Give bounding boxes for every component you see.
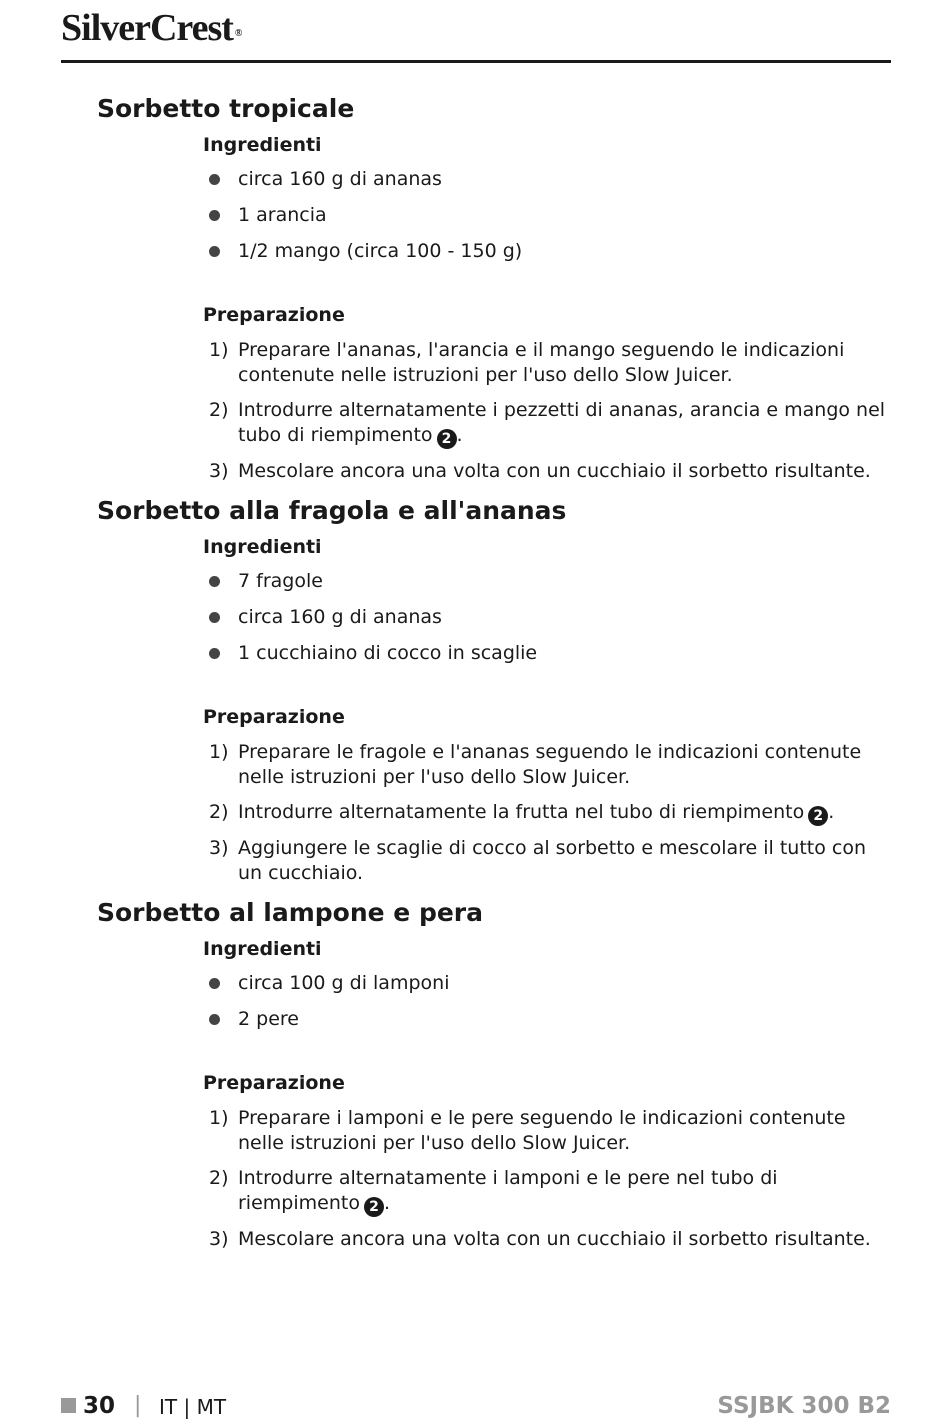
preparation-steps	[209, 338, 889, 484]
brand-logo	[61, 6, 241, 50]
preparation-heading: Preparazione	[203, 304, 345, 326]
part-reference-badge: 2	[808, 806, 828, 826]
preparation-heading: Preparazione	[203, 1072, 345, 1094]
bullet-dot-icon	[209, 210, 220, 221]
part-reference-badge: 2	[364, 1197, 384, 1217]
list-item	[209, 836, 889, 886]
ingredients-list	[209, 568, 897, 666]
step-number: 3)	[209, 1228, 229, 1250]
list-item	[209, 740, 889, 790]
ingredient-text: circa 100 g di lamponi	[238, 972, 450, 994]
footer-language: IT | MT	[159, 1395, 227, 1419]
recipe-title: Sorbetto alla fragola e all'ananas	[97, 496, 567, 525]
list-item	[209, 166, 897, 192]
ingredient-text: 2 pere	[238, 1008, 299, 1030]
footer-square-icon	[61, 1398, 76, 1413]
step-text: Preparare l'ananas, l'arancia e il mango seguendo le indicazioni contenute nelle istruzioni per l'uso dello Slow Juicer.	[238, 339, 845, 386]
recipe-title: Sorbetto tropicale	[97, 94, 355, 123]
step-number: 3)	[209, 837, 229, 859]
bullet-dot-icon	[209, 576, 220, 587]
list-item	[209, 1106, 889, 1156]
recipe-section	[97, 92, 897, 484]
step-number: 1)	[209, 1107, 229, 1129]
footer-separator: |	[134, 1393, 142, 1418]
list-item	[209, 1166, 889, 1217]
step-number: 1)	[209, 339, 229, 361]
ingredient-text: 7 fragole	[238, 570, 323, 592]
ingredients-heading: Ingredienti	[203, 536, 322, 558]
step-punctuation: .	[383, 1192, 390, 1214]
list-item	[209, 800, 889, 826]
recipe-section	[97, 896, 897, 1252]
list-item	[209, 202, 897, 228]
ingredient-text: 1/2 mango (circa 100 - 150 g)	[238, 240, 523, 262]
step-number: 3)	[209, 460, 229, 482]
list-item	[209, 604, 897, 630]
step-text: Introdurre alternatamente i lamponi e le pere nel tubo di riempimento	[238, 1167, 778, 1214]
page-content	[97, 92, 897, 1262]
step-text: Preparare le fragole e l'ananas seguendo le indicazioni contenute nelle istruzioni per l'uso dello Slow Juicer.	[238, 741, 862, 788]
recipe-section	[97, 494, 897, 886]
ingredients-list	[209, 166, 897, 264]
step-number: 2)	[209, 399, 229, 421]
list-item	[209, 640, 897, 666]
list-item	[209, 568, 897, 594]
step-text: Introdurre alternatamente la frutta nel tubo di riempimento	[238, 801, 805, 823]
ingredients-list	[209, 970, 897, 1032]
step-punctuation: .	[828, 801, 835, 823]
step-text: Preparare i lamponi e le pere seguendo le indicazioni contenute nelle istruzioni per l'uso dello Slow Juicer.	[238, 1107, 846, 1154]
recipe-title: Sorbetto al lampone e pera	[97, 898, 484, 927]
ingredients-heading: Ingredienti	[203, 938, 322, 960]
list-item	[209, 1227, 889, 1252]
registered-mark: ®	[234, 28, 242, 39]
step-text: Mescolare ancora una volta con un cucchiaio il sorbetto risultante.	[238, 1228, 871, 1250]
bullet-dot-icon	[209, 246, 220, 257]
list-item	[209, 970, 897, 996]
step-number: 1)	[209, 741, 229, 763]
preparation-steps	[209, 740, 889, 886]
list-item	[209, 459, 889, 484]
step-text: Aggiungere le scaglie di cocco al sorbetto e mescolare il tutto con un cucchiaio.	[238, 837, 867, 884]
step-punctuation: .	[456, 424, 463, 446]
bullet-dot-icon	[209, 174, 220, 185]
brand-name: SilverCrest	[61, 7, 233, 49]
step-text: Mescolare ancora una volta con un cucchiaio il sorbetto risultante.	[238, 460, 871, 482]
bullet-dot-icon	[209, 978, 220, 989]
header-rule	[61, 60, 891, 63]
model-number: SSJBK 300 B2	[717, 1393, 891, 1419]
ingredients-heading: Ingredienti	[203, 134, 322, 156]
step-number: 2)	[209, 1167, 229, 1189]
list-item	[209, 338, 889, 388]
ingredient-text: 1 arancia	[238, 204, 327, 226]
page-number: 30	[83, 1393, 116, 1419]
bullet-dot-icon	[209, 648, 220, 659]
step-number: 2)	[209, 801, 229, 823]
bullet-dot-icon	[209, 612, 220, 623]
preparation-heading: Preparazione	[203, 706, 345, 728]
page-footer	[61, 1392, 891, 1422]
ingredient-text: circa 160 g di ananas	[238, 168, 442, 190]
step-text: Introdurre alternatamente i pezzetti di ananas, arancia e mango nel tubo di riempimento	[238, 399, 886, 446]
list-item	[209, 398, 889, 449]
preparation-steps	[209, 1106, 889, 1252]
part-reference-badge: 2	[437, 429, 457, 449]
ingredient-text: circa 160 g di ananas	[238, 606, 442, 628]
list-item	[209, 238, 897, 264]
list-item	[209, 1006, 897, 1032]
ingredient-text: 1 cucchiaino di cocco in scaglie	[238, 642, 538, 664]
bullet-dot-icon	[209, 1014, 220, 1025]
